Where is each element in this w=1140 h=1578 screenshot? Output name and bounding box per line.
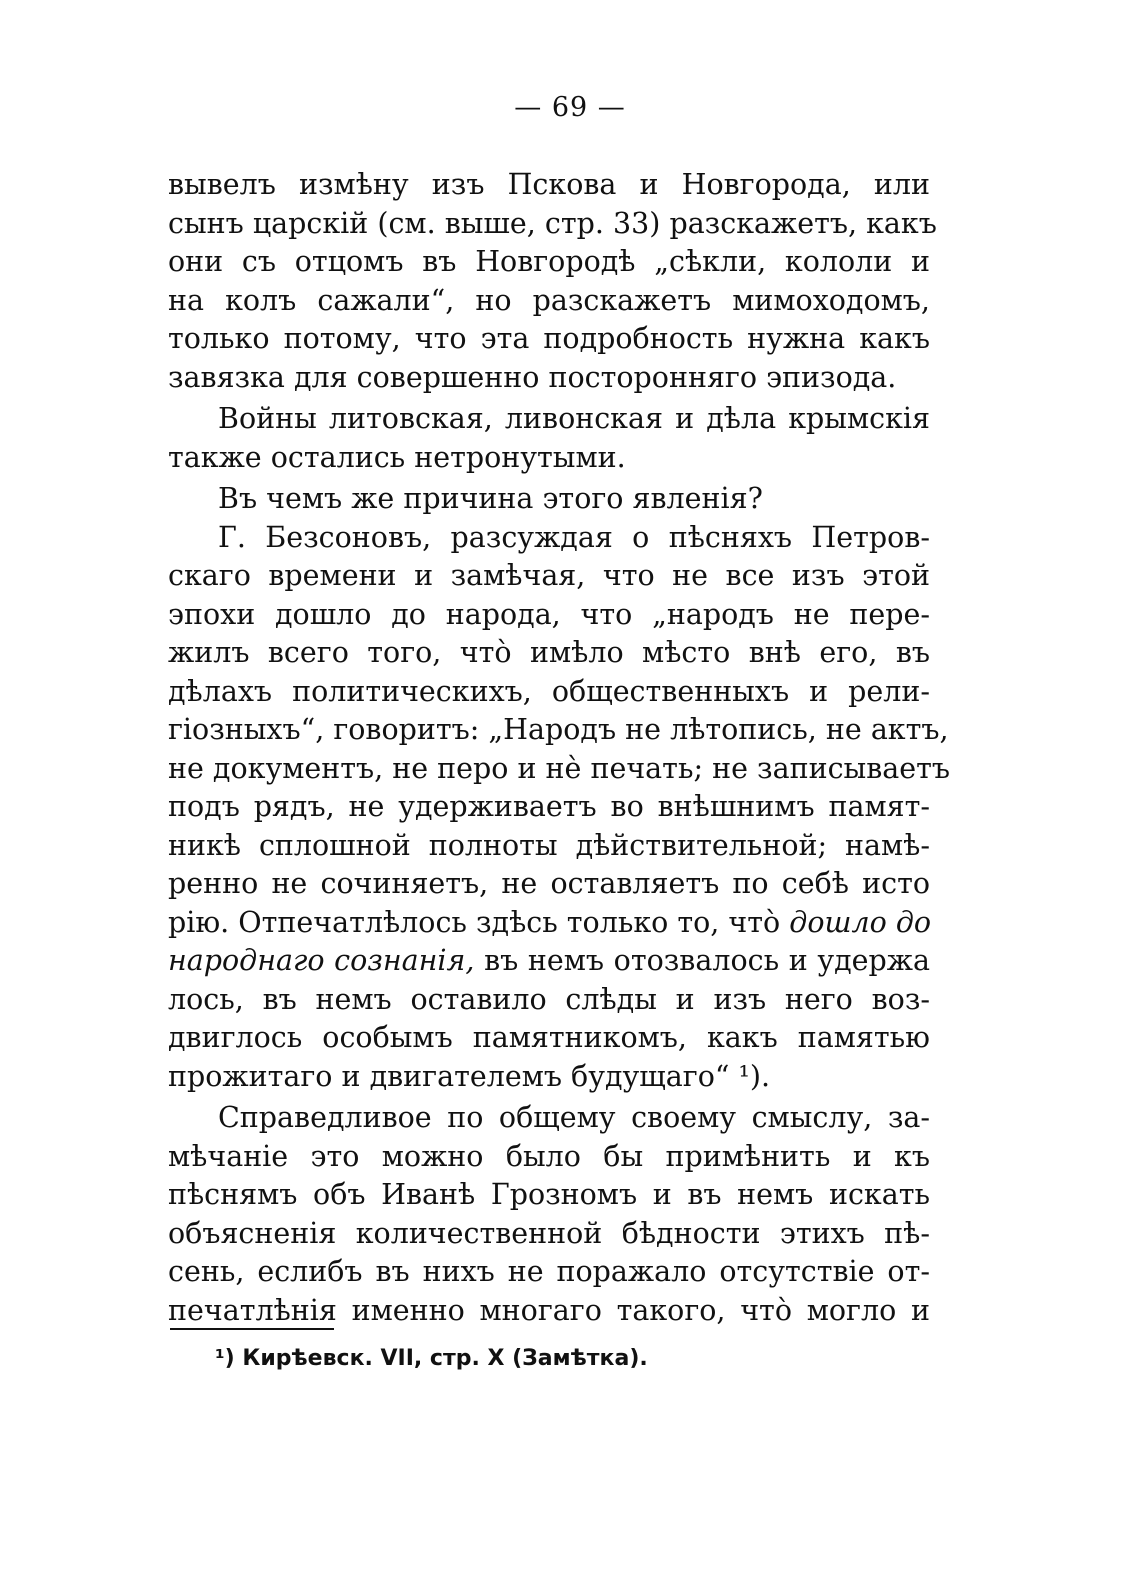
- text-line: на колъ сажали“, но разскажетъ мимоходомъ,: [168, 283, 930, 317]
- text-line: двиглось особымъ памятникомъ, какъ памятью: [168, 1021, 930, 1054]
- text-line: [168, 942, 930, 981]
- text-segment: въ немъ отозвалось и удержа: [484, 944, 930, 977]
- text-line: сень, еслибъ въ нихъ не поражало отсутствіе от-: [168, 1255, 930, 1288]
- italic-text: народнаго сознанія,: [168, 944, 475, 977]
- text-line: гіозныхъ“, говоритъ: „Народъ не лѣтопись, не актъ,: [168, 713, 949, 746]
- page-number: — 69 —: [514, 92, 626, 123]
- text-line: подъ рядъ, не удерживаетъ во внѣшнимъ памят-: [168, 790, 930, 823]
- text-line: скаго времени и замѣчая, что не все изъ этой: [168, 559, 930, 592]
- text-segment: рію. Отпечатлѣлось здѣсь только то, что̀: [168, 905, 781, 939]
- text-line: ренно не сочиняетъ, не оставляетъ по себѣ исто: [168, 867, 930, 900]
- footnote: ¹) Кирѣевск. VII, стр. X (Замѣтка).: [215, 1346, 648, 1371]
- text-line: вывелъ измѣну изъ Пскова и Новгорода, или: [168, 168, 930, 201]
- text-line: сынъ царскій (см. выше, стр. 33) разскажетъ, какъ: [168, 206, 937, 240]
- text-line: завязка для совершенно посторонняго эпизода.: [168, 360, 897, 394]
- text-line: пѣснямъ объ Иванѣ Грозномъ и въ немъ искать: [168, 1178, 930, 1211]
- text-line: не документъ, не перо и нѐ печать; не записываетъ: [168, 751, 951, 785]
- body-text: [168, 166, 951, 1330]
- text-line: мѣчаніе это можно было бы примѣнить и къ: [168, 1139, 930, 1173]
- text-line: прожитаго и двигателемъ будущаго“ ¹).: [168, 1059, 771, 1093]
- text-line: они съ отцомъ въ Новгородѣ „сѣкли, кололи и: [168, 245, 930, 278]
- italic-text: дошло до: [789, 905, 932, 939]
- text-line: дѣлахъ политическихъ, общественныхъ и рели-: [168, 674, 930, 708]
- text-line: никѣ сплошной полноты дѣйствительной; намѣ-: [168, 828, 930, 862]
- text-line: печатлѣнія именно многаго такого, что̀ могло и: [168, 1293, 930, 1327]
- text-line: только потому, что эта подробность нужна какъ: [168, 322, 930, 355]
- text-line: лось, въ немъ оставило слѣды и изъ него воз-: [168, 982, 930, 1016]
- footnote-divider: [170, 1328, 334, 1330]
- text-line: Справедливое по общему своему смыслу, за-: [218, 1101, 930, 1134]
- text-line: жилъ всего того, что̀ имѣло мѣсто внѣ его, въ: [168, 636, 930, 669]
- text-line: также остались нетронутыми.: [168, 440, 626, 474]
- text-line: Г. Безсоновъ, разсуждая о пѣсняхъ Петров-: [218, 520, 930, 554]
- text-line: Въ чемъ же причина этого явленія?: [218, 482, 763, 515]
- text-line: [168, 904, 930, 943]
- text-line: Войны литовская, ливонская и дѣла крымскія: [218, 402, 930, 435]
- text-line: эпохи дошло до народа, что „народъ не пере-: [168, 597, 930, 631]
- text-line: объясненія количественной бѣдности этихъ пѣ-: [168, 1216, 930, 1250]
